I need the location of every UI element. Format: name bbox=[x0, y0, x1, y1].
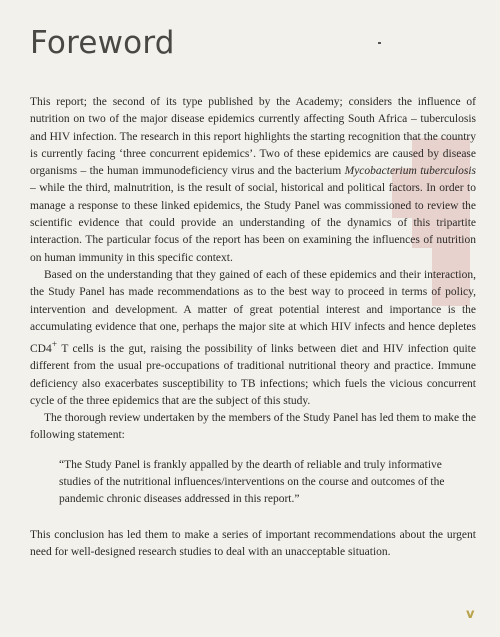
paragraph-2 bbox=[30, 267, 476, 410]
panel-quote: “The Study Panel is frankly appalled by the dearth of reliable and truly informative studies of the nutritional influences/interventions on the course and outcomes of the pandemic chronic diseases addressed in this report.” bbox=[59, 458, 445, 506]
foreword-body bbox=[30, 94, 476, 561]
paragraph-1-start: This report; the second of its type published by the Academy; considers the influence of nutrition on two of the major disease epidemics currently affecting South Africa – tuberculosis and HIV infection. The research in this report highlights the starting recognition that the country is currently facing ‘three concurrent epidemics’. Two of these epidemics are caused by disease organisms – the human immunodeficiency virus and the bacterium bbox=[30, 96, 476, 178]
superscript-plus: + bbox=[51, 339, 58, 351]
paragraph-4: This conclusion has led them to make a series of important recommendations about the urgent need for well-designed research studies to deal with an unacceptable situation. bbox=[30, 528, 476, 558]
paragraph-1-end: – while the third, malnutrition, is the result of social, historical and political factors. In order to manage a response to these linked epidemics, the Study Panel was commissioned to review the scientific evidence that could provide an understanding of the dynamics of this tripartite interaction. The particular focus of the report has been on examining the influences of nutrition on human immunity in this specific context. bbox=[30, 182, 476, 264]
page-title: Foreword bbox=[30, 24, 175, 61]
species-name: Mycobacterium tuberculosis bbox=[344, 165, 476, 178]
paragraph-2-end: T cells is the gut, raising the possibility of links between diet and HIV infection quite different from the usual pre-occupations of traditional nutritional theory and practice. Immune deficiency also exacerbates susceptibility to TB infections; which fuels the vicious concurrent cycle of the three epidemics that are the subject of this study. bbox=[30, 342, 476, 407]
paragraph-1 bbox=[30, 94, 476, 267]
scan-speck bbox=[378, 42, 381, 44]
paragraph-2-start: Based on the understanding that they gained of each of these epidemics and their interaction, the Study Panel has made recommendations as to the best way to proceed in terms of policy, intervention and development. A matter of great potential interest and importance is the accumulating evidence that one, perhaps the major site at which HIV infects and hence depletes CD4 bbox=[30, 268, 476, 355]
page-number: v bbox=[466, 607, 475, 622]
paragraph-3: The thorough review undertaken by the members of the Study Panel has led them to make the following statement: bbox=[30, 412, 476, 442]
